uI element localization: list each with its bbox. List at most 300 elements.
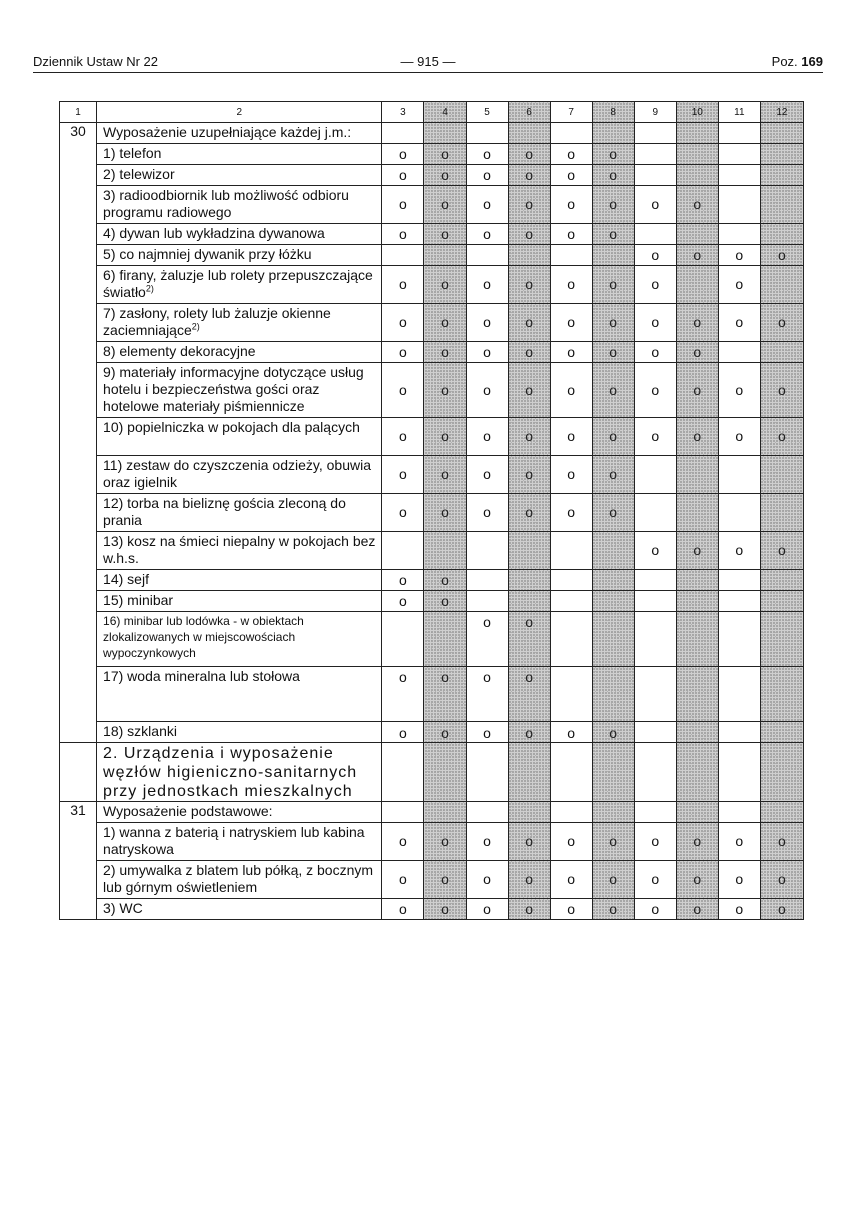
item-label — [97, 570, 382, 591]
item-label — [97, 591, 382, 612]
mark-cell — [718, 165, 760, 186]
mark-cell: o — [634, 899, 676, 920]
mark-cell: o — [466, 612, 508, 667]
mark-cell: o — [550, 899, 592, 920]
mark-cell — [634, 144, 676, 165]
column-header: 9 — [634, 102, 676, 123]
mark-cell: o — [466, 418, 508, 456]
item-label — [97, 494, 382, 532]
item-label-text: 11) zestaw do czyszczenia odzieży, obuwia oraz igielnik — [103, 457, 371, 490]
item-label — [97, 304, 382, 342]
item-label-text: 14) sejf — [103, 571, 149, 587]
row-number — [60, 612, 97, 667]
footnote-ref: 2) — [145, 283, 154, 294]
column-header: 2 — [97, 102, 382, 123]
mark-cell — [634, 802, 676, 823]
mark-cell: o — [550, 494, 592, 532]
column-header: 3 — [382, 102, 424, 123]
row-number — [60, 304, 97, 342]
mark-cell — [508, 802, 550, 823]
table-row — [60, 899, 804, 920]
mark-cell: o — [466, 266, 508, 304]
mark-cell: o — [592, 418, 634, 456]
mark-cell: o — [466, 456, 508, 494]
mark-cell — [676, 165, 718, 186]
mark-cell: o — [676, 861, 718, 899]
column-header: 4 — [424, 102, 466, 123]
mark-cell — [634, 224, 676, 245]
item-label — [97, 418, 382, 456]
item-label-text: 8) elementy dekoracyjne — [103, 343, 256, 359]
mark-cell: o — [676, 899, 718, 920]
mark-cell — [424, 123, 466, 144]
mark-cell: o — [382, 144, 424, 165]
mark-cell: o — [466, 304, 508, 342]
row-number — [60, 342, 97, 363]
mark-cell: o — [550, 823, 592, 861]
mark-cell — [760, 802, 803, 823]
mark-cell — [508, 123, 550, 144]
item-label — [97, 456, 382, 494]
mark-cell: o — [424, 304, 466, 342]
mark-cell: o — [508, 861, 550, 899]
mark-cell: o — [760, 304, 803, 342]
table-row — [60, 304, 804, 342]
mark-cell — [718, 224, 760, 245]
item-label-text: 16) minibar lub lodówka - w obiektach zlokalizowanych w miejscowościach wypoczynkowych — [103, 614, 304, 660]
table-row — [60, 823, 804, 861]
item-label — [97, 165, 382, 186]
row-number — [60, 494, 97, 532]
mark-cell: o — [382, 165, 424, 186]
mark-cell: o — [550, 722, 592, 743]
mark-cell: o — [466, 165, 508, 186]
item-label — [97, 823, 382, 861]
mark-cell: o — [592, 823, 634, 861]
item-label-text: 13) kosz na śmieci niepalny w pokojach bez w.h.s. — [103, 533, 376, 566]
mark-cell: o — [382, 224, 424, 245]
mark-cell — [424, 245, 466, 266]
mark-cell: o — [550, 456, 592, 494]
mark-cell: o — [592, 144, 634, 165]
mark-cell — [466, 743, 508, 802]
mark-cell: o — [424, 363, 466, 418]
mark-cell: o — [424, 144, 466, 165]
mark-cell — [424, 802, 466, 823]
mark-cell: o — [466, 224, 508, 245]
mark-cell — [634, 165, 676, 186]
mark-cell — [508, 591, 550, 612]
table-row — [60, 802, 804, 823]
mark-cell: o — [718, 823, 760, 861]
mark-cell: o — [718, 304, 760, 342]
mark-cell — [550, 245, 592, 266]
mark-cell — [550, 591, 592, 612]
item-label — [97, 802, 382, 823]
table-row — [60, 418, 804, 456]
mark-cell: o — [382, 186, 424, 224]
mark-cell — [634, 494, 676, 532]
item-label-text: 17) woda mineralna lub stołowa — [103, 668, 300, 684]
mark-cell: o — [676, 532, 718, 570]
mark-cell — [676, 722, 718, 743]
item-label-text: 18) szklanki — [103, 723, 177, 739]
mark-cell: o — [382, 342, 424, 363]
table-row — [60, 494, 804, 532]
table-row — [60, 861, 804, 899]
column-header: 1 — [60, 102, 97, 123]
mark-cell: o — [424, 418, 466, 456]
column-header: 6 — [508, 102, 550, 123]
mark-cell — [634, 591, 676, 612]
item-label — [97, 186, 382, 224]
mark-cell — [466, 245, 508, 266]
item-label — [97, 899, 382, 920]
mark-cell: o — [382, 304, 424, 342]
column-header: 5 — [466, 102, 508, 123]
mark-cell: o — [550, 861, 592, 899]
mark-cell — [634, 667, 676, 722]
mark-cell: o — [718, 245, 760, 266]
mark-cell: o — [382, 899, 424, 920]
mark-cell: o — [550, 304, 592, 342]
mark-cell — [592, 743, 634, 802]
mark-cell: o — [718, 899, 760, 920]
mark-cell — [760, 144, 803, 165]
mark-cell: o — [424, 861, 466, 899]
row-number — [60, 570, 97, 591]
item-label-text: 1) wanna z baterią i natryskiem lub kabina natryskowa — [103, 824, 365, 857]
mark-cell — [424, 743, 466, 802]
mark-cell — [634, 570, 676, 591]
mark-cell: o — [508, 144, 550, 165]
mark-cell: o — [508, 266, 550, 304]
row-number — [60, 266, 97, 304]
item-label — [97, 612, 382, 667]
mark-cell: o — [424, 823, 466, 861]
mark-cell — [550, 532, 592, 570]
table-row — [60, 342, 804, 363]
mark-cell: o — [592, 363, 634, 418]
mark-cell — [508, 532, 550, 570]
row-number — [60, 667, 97, 722]
item-label — [97, 363, 382, 418]
mark-cell: o — [634, 245, 676, 266]
mark-cell: o — [382, 570, 424, 591]
row-number — [60, 186, 97, 224]
column-header: 8 — [592, 102, 634, 123]
mark-cell — [760, 224, 803, 245]
item-label — [97, 245, 382, 266]
mark-cell: o — [382, 456, 424, 494]
mark-cell — [718, 494, 760, 532]
mark-cell — [676, 802, 718, 823]
mark-cell — [508, 570, 550, 591]
item-label — [97, 861, 382, 899]
mark-cell: o — [382, 823, 424, 861]
mark-cell — [550, 743, 592, 802]
mark-cell: o — [676, 363, 718, 418]
mark-cell — [676, 266, 718, 304]
row-number — [60, 823, 97, 861]
mark-cell — [382, 743, 424, 802]
mark-cell: o — [382, 363, 424, 418]
mark-cell — [760, 266, 803, 304]
item-label — [97, 144, 382, 165]
row-number: 31 — [60, 802, 97, 823]
mark-cell: o — [424, 186, 466, 224]
mark-cell — [550, 612, 592, 667]
row-number — [60, 363, 97, 418]
mark-cell — [760, 722, 803, 743]
item-label-text: Wyposażenie podstawowe: — [103, 803, 273, 819]
mark-cell: o — [382, 418, 424, 456]
item-label-text: 7) zasłony, rolety lub żaluzje okienne zaciemniające — [103, 305, 331, 338]
page-header — [33, 52, 823, 73]
mark-cell: o — [550, 224, 592, 245]
table-row — [60, 266, 804, 304]
row-number — [60, 722, 97, 743]
mark-cell — [760, 165, 803, 186]
mark-cell: o — [634, 266, 676, 304]
table-row — [60, 363, 804, 418]
row-number — [60, 224, 97, 245]
mark-cell — [634, 722, 676, 743]
mark-cell: o — [424, 570, 466, 591]
mark-cell — [592, 612, 634, 667]
mark-cell — [760, 494, 803, 532]
row-number — [60, 418, 97, 456]
mark-cell — [466, 123, 508, 144]
mark-cell: o — [550, 266, 592, 304]
item-label-text: 12) torba na bieliznę gościa zleconą do prania — [103, 495, 346, 528]
mark-cell: o — [508, 722, 550, 743]
mark-cell: o — [592, 861, 634, 899]
mark-cell: o — [382, 266, 424, 304]
mark-cell: o — [550, 186, 592, 224]
item-label — [97, 722, 382, 743]
table-row — [60, 245, 804, 266]
mark-cell — [760, 612, 803, 667]
mark-cell — [760, 123, 803, 144]
item-label-text: 3) WC — [103, 900, 143, 916]
mark-cell — [760, 186, 803, 224]
mark-cell — [382, 612, 424, 667]
mark-cell — [718, 123, 760, 144]
mark-cell — [676, 667, 718, 722]
mark-cell — [550, 802, 592, 823]
mark-cell: o — [508, 342, 550, 363]
mark-cell: o — [592, 342, 634, 363]
mark-cell: o — [718, 363, 760, 418]
mark-cell — [718, 570, 760, 591]
item-label-text: 4) dywan lub wykładzina dywanowa — [103, 225, 325, 241]
mark-cell — [592, 591, 634, 612]
mark-cell — [550, 667, 592, 722]
mark-cell — [760, 342, 803, 363]
mark-cell — [676, 456, 718, 494]
item-label — [97, 342, 382, 363]
mark-cell — [592, 532, 634, 570]
mark-cell: o — [634, 363, 676, 418]
item-label-text: 3) radioodbiornik lub możliwość odbioru programu radiowego — [103, 187, 349, 220]
mark-cell — [676, 743, 718, 802]
mark-cell: o — [550, 165, 592, 186]
mark-cell — [550, 570, 592, 591]
mark-cell: o — [592, 224, 634, 245]
mark-cell: o — [718, 532, 760, 570]
mark-cell: o — [676, 186, 718, 224]
row-number — [60, 144, 97, 165]
mark-cell: o — [718, 861, 760, 899]
mark-cell: o — [550, 418, 592, 456]
mark-cell — [760, 591, 803, 612]
mark-cell: o — [382, 591, 424, 612]
mark-cell: o — [550, 342, 592, 363]
column-header: 11 — [718, 102, 760, 123]
mark-cell: o — [424, 494, 466, 532]
header-row — [60, 102, 804, 123]
mark-cell — [676, 494, 718, 532]
table-row — [60, 722, 804, 743]
mark-cell — [760, 743, 803, 802]
page-number: — 915 — — [400, 54, 456, 69]
mark-cell: o — [466, 823, 508, 861]
mark-cell: o — [424, 224, 466, 245]
mark-cell — [382, 123, 424, 144]
mark-cell: o — [718, 418, 760, 456]
mark-cell: o — [592, 266, 634, 304]
mark-cell: o — [592, 165, 634, 186]
mark-cell: o — [424, 165, 466, 186]
mark-cell: o — [466, 899, 508, 920]
table-row — [60, 570, 804, 591]
table-row — [60, 123, 804, 144]
item-label — [97, 224, 382, 245]
mark-cell — [718, 802, 760, 823]
mark-cell — [508, 743, 550, 802]
equipment-table — [59, 101, 804, 920]
mark-cell: o — [634, 823, 676, 861]
item-label-text: 5) co najmniej dywanik przy łóżku — [103, 246, 312, 262]
table-row — [60, 743, 804, 802]
mark-cell: o — [424, 667, 466, 722]
item-label-text: 2) umywalka z blatem lub półką, z bocznym lub górnym oświetleniem — [103, 862, 374, 895]
mark-cell — [592, 667, 634, 722]
item-label-text: 10) popielniczka w pokojach dla palących — [103, 419, 360, 435]
mark-cell: o — [634, 304, 676, 342]
item-label-text: Wyposażenie uzupełniające każdej j.m.: — [103, 124, 352, 140]
table-row — [60, 186, 804, 224]
mark-cell — [382, 532, 424, 570]
mark-cell — [424, 532, 466, 570]
mark-cell: o — [508, 186, 550, 224]
item-label — [97, 123, 382, 144]
mark-cell: o — [424, 591, 466, 612]
row-number — [60, 245, 97, 266]
column-header: 7 — [550, 102, 592, 123]
mark-cell: o — [592, 186, 634, 224]
mark-cell — [592, 802, 634, 823]
row-number — [60, 456, 97, 494]
mark-cell — [760, 667, 803, 722]
mark-cell: o — [676, 418, 718, 456]
mark-cell: o — [760, 899, 803, 920]
row-number — [60, 591, 97, 612]
mark-cell: o — [676, 823, 718, 861]
mark-cell: o — [424, 722, 466, 743]
mark-cell — [634, 612, 676, 667]
item-label-text: 6) firany, żaluzje lub rolety przepuszczające światło — [103, 267, 373, 300]
mark-cell — [718, 342, 760, 363]
row-number: 30 — [60, 123, 97, 144]
mark-cell — [760, 456, 803, 494]
mark-cell: o — [718, 266, 760, 304]
mark-cell: o — [382, 494, 424, 532]
mark-cell: o — [550, 144, 592, 165]
mark-cell: o — [592, 304, 634, 342]
table-row — [60, 532, 804, 570]
mark-cell: o — [634, 532, 676, 570]
item-label-text: 15) minibar — [103, 592, 174, 608]
mark-cell — [718, 667, 760, 722]
item-label-text: 1) telefon — [103, 145, 162, 161]
mark-cell: o — [676, 342, 718, 363]
mark-cell — [718, 144, 760, 165]
mark-cell: o — [508, 418, 550, 456]
mark-cell: o — [466, 144, 508, 165]
table-row — [60, 591, 804, 612]
table-row — [60, 224, 804, 245]
mark-cell: o — [592, 494, 634, 532]
mark-cell — [466, 570, 508, 591]
mark-cell: o — [760, 418, 803, 456]
mark-cell: o — [466, 861, 508, 899]
mark-cell — [718, 743, 760, 802]
mark-cell — [592, 570, 634, 591]
mark-cell — [466, 591, 508, 612]
mark-cell: o — [592, 899, 634, 920]
mark-cell: o — [466, 342, 508, 363]
item-label-text: 2. Urządzenia i wyposażenie węzłów higieniczno-sanitarnych przy jednostkach mieszkalnych — [103, 745, 358, 800]
mark-cell: o — [760, 532, 803, 570]
journal-title: Dziennik Ustaw Nr 22 — [33, 54, 158, 69]
column-header: 10 — [676, 102, 718, 123]
item-label-text: 2) telewizor — [103, 166, 175, 182]
mark-cell — [382, 802, 424, 823]
position-number: Poz. 169 — [771, 54, 823, 69]
footnote-ref: 2) — [191, 321, 200, 332]
table-row — [60, 456, 804, 494]
item-label — [97, 667, 382, 722]
mark-cell: o — [634, 186, 676, 224]
row-number — [60, 165, 97, 186]
mark-cell — [718, 186, 760, 224]
mark-cell: o — [508, 899, 550, 920]
mark-cell: o — [508, 456, 550, 494]
item-label — [97, 266, 382, 304]
table-row — [60, 165, 804, 186]
mark-cell: o — [424, 266, 466, 304]
item-label-text: 9) materiały informacyjne dotyczące usług hotelu i bezpieczeństwa gości oraz hotelowe materiały piśmiennicze — [103, 364, 364, 414]
mark-cell: o — [760, 823, 803, 861]
mark-cell — [718, 591, 760, 612]
mark-cell: o — [382, 861, 424, 899]
mark-cell: o — [466, 494, 508, 532]
mark-cell: o — [466, 363, 508, 418]
mark-cell — [634, 743, 676, 802]
mark-cell — [760, 570, 803, 591]
